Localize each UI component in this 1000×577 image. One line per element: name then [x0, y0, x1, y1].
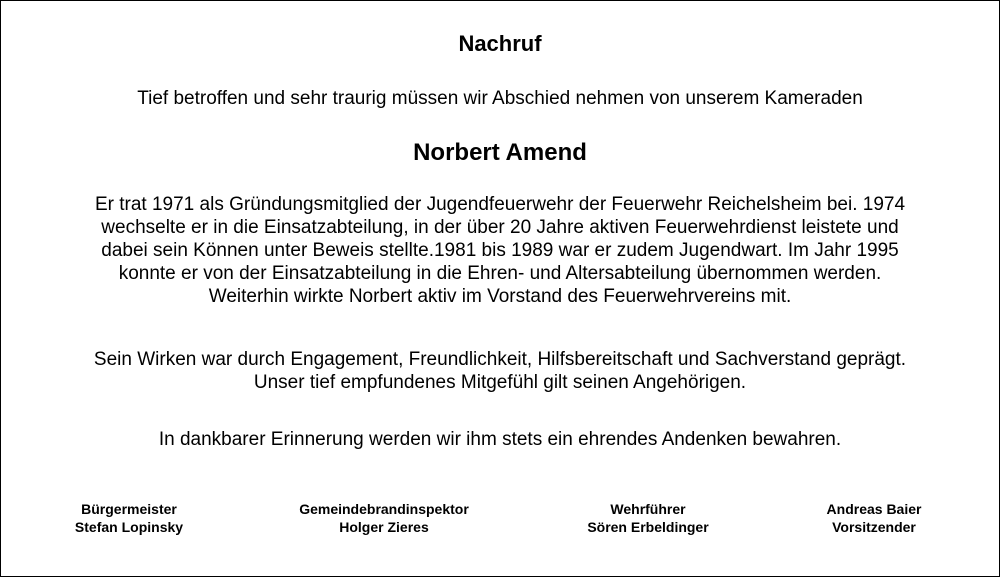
paragraph-line: Unser tief empfundenes Mitgefühl gilt seinen Angehörigen.	[253, 372, 747, 393]
paragraph-line: Er trat 1971 als Gründungsmitglied der Jugendfeuerwehr der Feuerwehr Reichelsheim bei. 1974	[94, 194, 906, 215]
signature-line2: Stefan Lopinsky	[74, 519, 184, 535]
signature-line2: Vorsitzender	[832, 519, 916, 535]
paragraph-line: wechselte er in die Einsatzabteilung, in der über 20 Jahre aktiven Feuerwehrdienst leistete und	[101, 217, 899, 238]
signature-chairman	[749, 500, 999, 536]
tribute-paragraph	[11, 348, 989, 394]
paragraph-line: konnte er von der Einsatzabteilung in die Ehren- und Altersabteilung übernommen werden.	[118, 263, 882, 284]
signature-line1: Gemeindebrandinspektor	[299, 501, 469, 517]
deceased-name: Norbert Amend	[413, 139, 587, 166]
notice-title: Nachruf	[458, 31, 542, 56]
paragraph-line: Weiterhin wirkte Norbert aktiv im Vorstand des Feuerwehrvereins mit.	[208, 286, 792, 307]
closing-paragraph	[11, 428, 989, 451]
paragraph-line: In dankbarer Erinnerung werden wir ihm stets ein ehrendes Andenken bewahren.	[158, 429, 842, 450]
signature-line1: Wehrführer	[610, 501, 686, 517]
signature-line2: Holger Zieres	[339, 519, 429, 535]
paragraph-line: dabei sein Können unter Beweis stellte.1981 bis 1989 war er zudem Jugendwart. Im Jahr 1995	[101, 240, 899, 261]
paragraph-line: Sein Wirken war durch Engagement, Freundlichkeit, Hilfsbereitschaft und Sachverstand geprägt.	[93, 349, 907, 370]
signature-fire-inspector	[259, 500, 509, 536]
signature-mayor	[4, 500, 254, 536]
signature-line1: Bürgermeister	[81, 501, 177, 517]
signature-fire-chief	[523, 500, 773, 536]
biography-paragraph	[11, 193, 989, 308]
intro-text: Tief betroffen und sehr traurig müssen wir Abschied nehmen von unserem Kameraden	[137, 88, 863, 109]
signature-line1: Andreas Baier	[826, 501, 922, 517]
signature-line2: Sören Erbeldinger	[587, 519, 709, 535]
